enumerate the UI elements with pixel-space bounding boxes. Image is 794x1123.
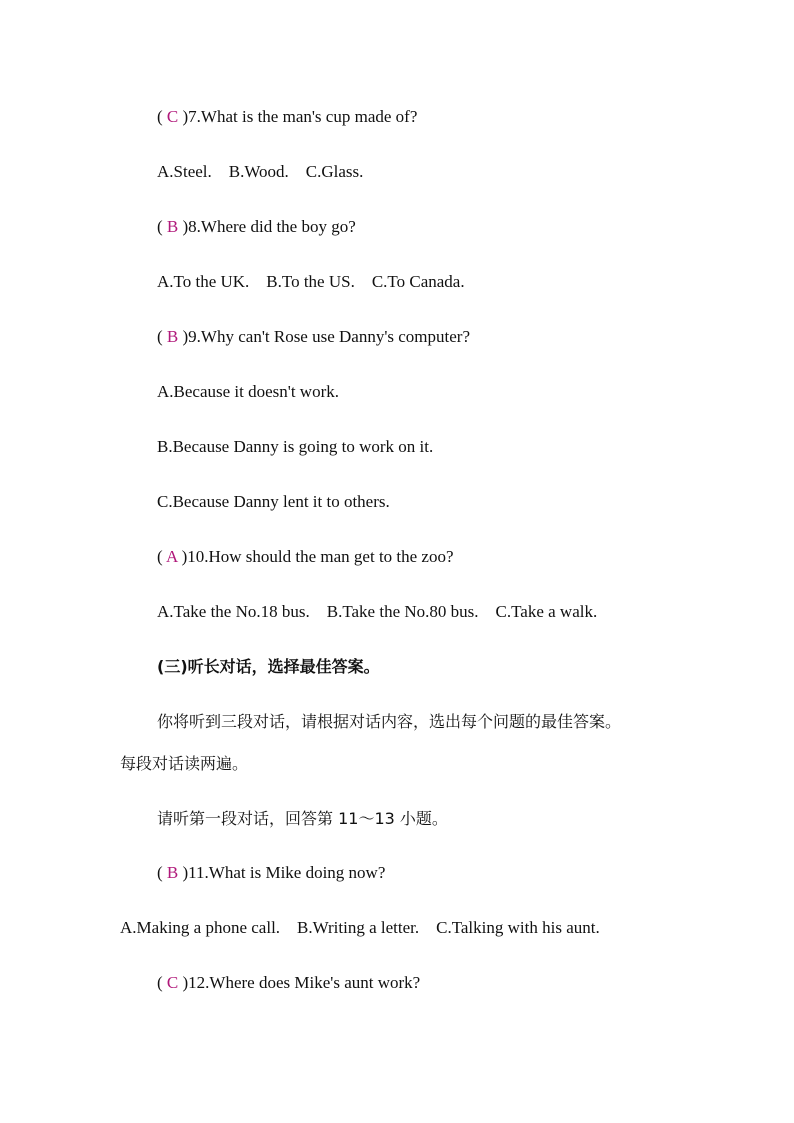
answer-letter: B [166,863,179,882]
question-text: )8.Where did the boy go? [178,217,356,236]
question-8-options: A.To the UK. B.To the US. C.To Canada. [157,272,465,291]
paren-open: ( [157,217,167,236]
question-text: )11.What is Mike doing now? [178,863,386,882]
paren-open: ( [157,973,167,992]
dialogue-intro: 请听第一段对话，回答第 11～13 小题。 [157,809,448,828]
section-heading: (三)听长对话，选择最佳答案。 [157,657,380,676]
section-instruction-line-1: 你将听到三段对话，请根据对话内容，选出每个问题的最佳答案。 [157,712,622,731]
question-8 [157,216,356,238]
question-7-options: A.Steel. B.Wood. C.Glass. [157,162,364,181]
question-text: )12.Where does Mike's aunt work? [178,973,421,992]
paren-open: ( [157,547,166,566]
question-text: )9.Why can't Rose use Danny's computer? [178,327,471,346]
question-10 [157,546,454,568]
question-9-option-a: A.Because it doesn't work. [157,382,339,401]
question-11-options: A.Making a phone call. B.Writing a letter. C.Talking with his aunt. [120,918,600,937]
answer-letter: C [166,973,179,992]
question-11 [157,862,385,884]
question-10-options: A.Take the No.18 bus. B.Take the No.80 bus. C.Take a walk. [157,602,598,621]
question-9-option-b: B.Because Danny is going to work on it. [157,437,434,456]
answer-letter: B [166,217,179,236]
answer-letter: B [166,327,179,346]
paren-open: ( [157,863,167,882]
answer-letter: C [166,107,179,126]
question-9 [157,326,470,348]
paren-open: ( [157,107,167,126]
paren-open: ( [157,327,167,346]
section-instruction-line-2: 每段对话读两遍。 [120,754,249,773]
question-7 [157,106,417,128]
question-text: )10.How should the man get to the zoo? [177,547,454,566]
question-12 [157,972,420,994]
answer-letter: A [165,547,178,566]
question-text: )7.What is the man's cup made of? [178,107,418,126]
question-9-option-c: C.Because Danny lent it to others. [157,492,390,511]
